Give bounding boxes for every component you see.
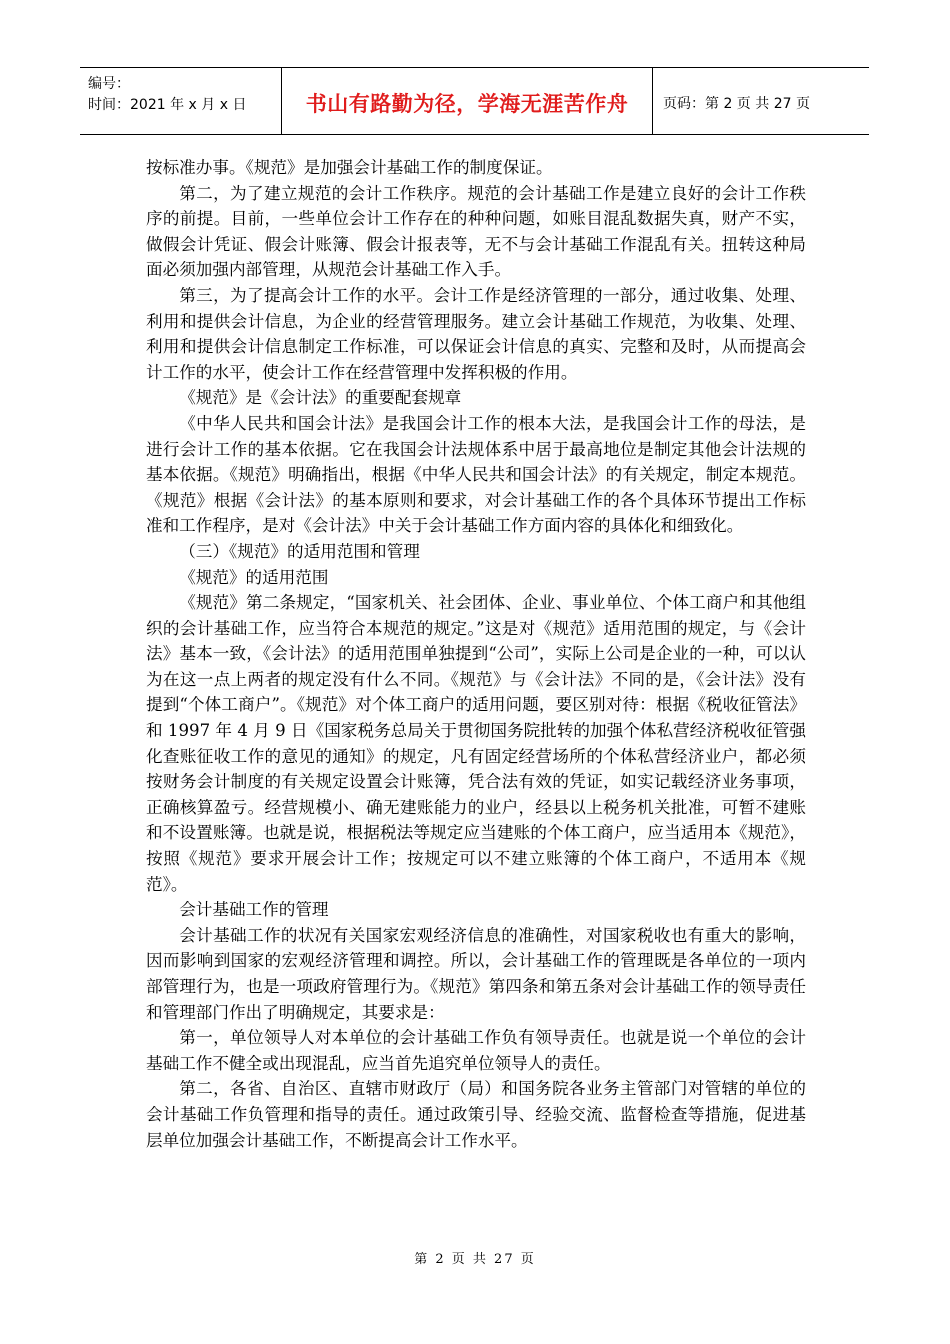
paragraph: 第三，为了提高会计工作的水平。会计工作是经济管理的一部分，通过收集、处理、利用和提供会计信息，为企业的经营管理服务。建立会计基础工作规范，为收集、处理、利用和提供会计信息制定工作标准，可以保证会计信息的真实、完整和及时，从而提高会计工作的水平，使会计工作在经营管理中发挥积极的作用。 [146, 285, 806, 382]
paragraph: 《中华人民共和国会计法》是我国会计工作的根本大法，是我国会计工作的母法，是进行会计工作的基本依据。它在我国会计法规体系中居于最高地位是制定其他会计法规的基本依据。《规范》明确指出，根据《中华人民共和国会计法》的有关规定，制定本规范。《规范》根据《会计法》的基本原则和要求，对会计基础工作的各个具体环节提出工作标准和工作程序，是对《会计法》中关于会计基础工作方面内容的具体化和细致化。 [146, 413, 806, 536]
section-heading: 《规范》是《会计法》的重要配套规章 [179, 388, 462, 408]
document-body [146, 155, 806, 1153]
document-date: 时间：2021 年 x 月 x 日 [88, 97, 247, 113]
document-number: 编号： [88, 76, 130, 92]
section-heading: 《规范》的适用范围 [179, 567, 329, 587]
section-heading: 会计基础工作的管理 [179, 900, 329, 920]
paragraph: 按标准办事。《规范》是加强会计基础工作的制度保证。 [146, 158, 553, 177]
page-header [80, 67, 869, 135]
section-heading: （三）《规范》的适用范围和管理 [179, 541, 420, 561]
paragraph: 会计基础工作的状况有关国家宏观经济信息的准确性，对国家税收也有重大的影响，因而影响到国家的宏观经济管理和调控。所以，会计基础工作的管理既是各单位的一项内部管理行为，也是一项政府管理行为。《规范》第四条和第五条对会计基础工作的领导责任和管理部门作出了明确规定，其要求是： [146, 925, 806, 1022]
header-motto: 书山有路勤为径，学海无涯苦作舟 [282, 68, 653, 134]
header-page-number: 页码：第 2 页 共 27 页 [663, 96, 810, 112]
paragraph: 《规范》第二条规定，“国家机关、社会团体、企业、事业单位、个体工商户和其他组织的会计基础工作，应当符合本规范的规定。”这是对《规范》适用范围的规定，与《会计法》基本一致，《会计法》的适用范围单独提到“公司”，实际上公司是企业的一种，可以认为在这一点上两者的规定没有什么不同。《规范》与《会计法》不同的是，《会计法》没有提到“个体工商户”。《规范》对个体工商户的适用问题，要区别对待：根据《税收征管法》和 1997 年 4 月 9 日《国家税务总局关于贯彻国务院批转的加强个体私营经济税收征管强化查账征收工作的意见的通知》的规定，凡有固定经营场所的个体私营经济业户，都必须按财务会计制度的有关规定设置会计账簿，凭合法有效的凭证，如实记载经济业务事项，正确核算盈亏。经营规模小、确无建账能力的业户，经县以上税务机关批准，可暂不建账和不设置账簿。也就是说，根据税法等规定应当建账的个体工商户，应当适用本《规范》，按照《规范》要求开展会计工作；按规定可以不建立账簿的个体工商户，不适用本《规范》。 [146, 593, 806, 894]
paragraph: 第二，各省、自治区、直辖市财政厅（局）和国务院各业务主管部门对管辖的单位的会计基础工作负管理和指导的责任。通过政策引导、经验交流、监督检查等措施，促进基层单位加强会计基础工作，不断提高会计工作水平。 [146, 1079, 806, 1150]
page-footer: 第 2 页 共 27 页 [414, 1252, 536, 1267]
paragraph: 第一，单位领导人对本单位的会计基础工作负有领导责任。也就是说一个单位的会计基础工作不健全或出现混乱，应当首先追究单位领导人的责任。 [146, 1028, 806, 1073]
paragraph: 第二，为了建立规范的会计工作秩序。规范的会计基础工作是建立良好的会计工作秩序的前提。目前，一些单位会计工作存在的种种问题，如账目混乱数据失真，财产不实，做假会计凭证、假会计账簿、假会计报表等，无不与会计基础工作混乱有关。扭转这种局面必须加强内部管理，从规范会计基础工作入手。 [146, 183, 806, 280]
header-meta [80, 68, 282, 134]
